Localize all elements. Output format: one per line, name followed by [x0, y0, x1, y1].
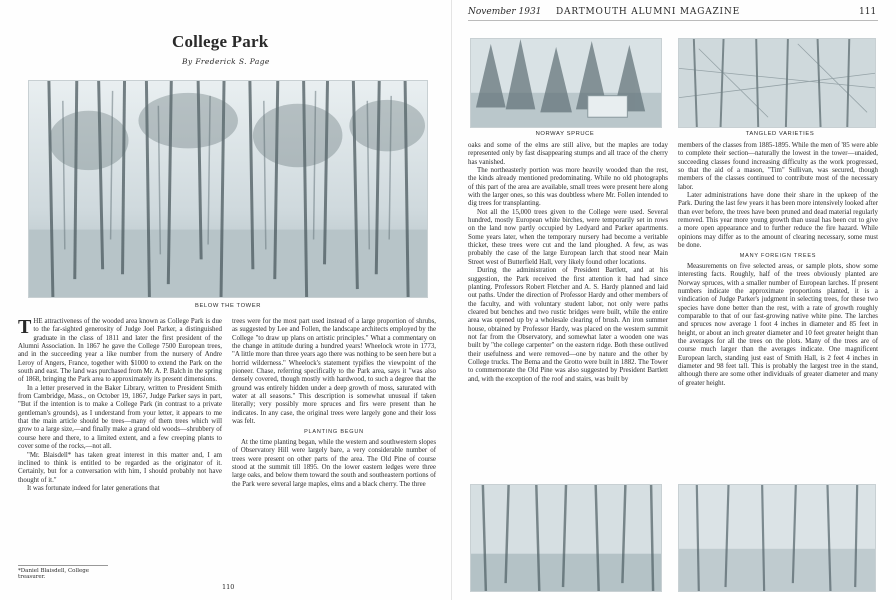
- paragraph: Not all the 15,000 trees given to the College were used. Several hundred, mostly European white birches, were temporarily set in rows on the land now partly occupied by Ledyard and Parker apartments. Some years later, when the temporary nursery had become a veritable thicket, these trees were cut and the land ploughed. A few, as was probably the case of the large European larch that stood near Main Street west of Butterfield Hall, very likely found other locations.: [468, 208, 668, 266]
- right-column-2: [678, 142, 878, 388]
- spruce-photo-graphic: [471, 39, 661, 127]
- left-column-2: [232, 318, 436, 489]
- photo-norway-spruce: [470, 38, 662, 128]
- bottom-left-photo-graphic: [471, 485, 661, 591]
- paragraph: Measurements on five selected areas, or sample plots, show some interesting facts. Roughly, half of the trees obviously planted are Norway spruces, with a smaller number of European larches. If present numbers indicate the approximate proportions planted, it is a vindication of Judge Parker's judgment in selecting trees, for these two species have done better than the rest, with a rate of growth roughly comparable to that of our fast-growing native white pine. The larches and spruces now average 1 foot 4 inches in diameter and 85 feet in height, or about an inch greater diameter and 10 feet greater height than the averages for all the trees on the plots. Many of the trees are of course much larger than the averages indicate. One magnificent European larch, standing just east of Smith Hall, is 2 feet 4 inches in diameter and 98 feet tall. This is probably the largest tree in the stand, although there are some other individuals of greater diameter and many of greater height.: [678, 262, 878, 387]
- subhead-planting-begun: PLANTING BEGUN: [304, 429, 364, 436]
- photo-below-the-tower: [28, 80, 428, 298]
- paragraph: trees were for the most part used instead of a large proportion of shrubs, as suggested by Lee and Follen, the landscape architects employed by the College "to draw up plans on artistic principles." What a commentary on the change in attitude during a hundred years! Wheelock wrote in 1773, "A little more than three years ago there was nothing to be seen here but a horrid wilderness." Wheelock's statement typifies the viewpoint of the pioneer. Chase, referring specifically to the Park area, says it "was also densely covered, though mostly with hardwood, to such a degree that the ground was entirely hidden under a deep growth of moss, saturated with water at all seasons." This description is somewhat unusual if taken literally; very possibly more spruces and firs were present than he indicates. In any case, the original trees were largely gone and their loss was felt.: [232, 318, 436, 426]
- dropcap: T: [18, 316, 32, 338]
- caption-tangled-varieties: TANGLED VARIETIES: [745, 131, 815, 137]
- header-rule: [468, 20, 878, 21]
- caption-norway-spruce: NORWAY SPRUCE: [535, 131, 595, 137]
- photo-bottom-right: [678, 484, 876, 592]
- photo-caption-below-tower: BELOW THE TOWER: [194, 303, 261, 309]
- article-byline: By Frederick S. Page: [182, 57, 270, 66]
- paragraph: It was fortunate indeed for later generations that: [27, 484, 160, 492]
- tangled-photo-graphic: [679, 39, 875, 127]
- footnote: *Daniel Blaisdell, College treasurer.: [18, 565, 108, 580]
- paragraph: During the administration of President Bartlett, and at his suggestion, the Park received the first attention it had had since planting. Professors Robert Fletcher and A. S. Hardy planned and laid out paths. Under the direction of Professor Hardy and other members of the faculty, and with voluntary student labor, not only were paths cleared but benches and two rustic bridges were built, while the entire area was opened up by a wholesale clearing of brush. An iron summer house, obtained by Professor Hardy, was placed on the western summit not far from the Observatory, and somewhat later a wooden one was built by "the college carpenter" on the eastern ridge. Both these outlived their usefulness and were removed—one by nature and the other by College trucks. The Bema and the Grotto were built in 1882. The Tower to commemorate the Old Pine was also suggested by President Bartlett and, with the exception of the roof and stairs, was built by: [468, 267, 668, 383]
- paragraph: Later administrations have done their share in the upkeep of the Park. During the last few years it has been more intensively looked after than ever before, the trees have been pruned and dead material regularly removed. This year more young growth than usual has been cut to give a more open appearance and to further reduce the fire hazard. While opinions may differ as to the amount of clearing necessary, some must be done.: [678, 192, 878, 250]
- paragraph: "Mr. Blaisdell* has taken great interest in this matter and, I am inclined to think is entitled to be regarded as the originator of it. Certainly, but for a conversation with him, I should probably not have thought of it.": [18, 451, 222, 484]
- header-magazine-title: DARTMOUTH ALUMNI MAGAZINE: [556, 7, 740, 17]
- photo-tangled-varieties: [678, 38, 876, 128]
- page-number-left: 110: [222, 583, 235, 591]
- subhead-many-foreign-trees: MANY FOREIGN TREES: [739, 253, 817, 260]
- header-month: November 1931: [468, 7, 542, 17]
- forest-photo-graphic: [29, 81, 427, 297]
- paragraph: In a letter preserved in the Baker Library, written to President Smith from Cambridge, Mass., on October 19, 1867, Judge Parker says in part, "But if the intention is to make a College Park (in contrast to a private gentleman's grounds), as I understand from your letter, it appears to me that the main article should be trees—many of them trees which will grow to a large size,—and finally make a grand old woods—shrubbery of course here and there, to a limited extent, and a few creeping plants to cover some of the rocks,—not all.: [18, 384, 222, 451]
- article-title: College Park: [172, 32, 269, 51]
- photo-bottom-left: [470, 484, 662, 592]
- paragraph: oaks and some of the elms are still alive, but the maples are today represented only by fast disappearing stumps and all trace of the cherry has vanished.: [468, 142, 668, 166]
- paragraph: THE attractiveness of the wooded area known as College Park is due to the far-sighted generosity of Judge Joel Parker, a distinguished graduate in the class of 1811 and later the first president of the Alumni Association. In 1867 he gave the College 7500 European trees, and in the succeeding year a like number from the nursery of Andre Leroy of Angers, France, together with $1000 to extend the Park on the south and east. The land was purchased from Mr. A. P. Balch in the spring of 1868, bringing the Park area to approximately its present dimensions.: [18, 316, 222, 384]
- paragraph: members of the classes from 1885-1895. While the men of '85 were able to complete their section—naturally the lowest in the tower—unaided, succeeding classes found increasing difficulty as the work progressed, so that the aid of a mason, "Tim" Sullivan, was secured, though members of the classes continued to contribute most of the necessary labor.: [678, 142, 878, 191]
- bottom-right-photo-graphic: [679, 485, 875, 591]
- left-column-1: [18, 318, 222, 493]
- paragraph: The northeasterly portion was more heavily wooded than the rest, the kinds already mentioned predominating. While no old photographs of this part of the area are available, small trees were present here along with the larger ones, so this was doubtless where Mr. Follen intended to dig trees for transplanting.: [468, 167, 668, 208]
- right-column-1: [468, 142, 668, 384]
- paragraph: At the time planting began, while the western and southwestern slopes of Observatory Hill were largely bare, a very considerable number of trees were present on other parts of the area. The Old Pine of course stood at the summit till 1895. On the lower eastern ledges were three large oaks, and below them toward the south and southeastern portions of the Park were several large maples, elms and a black cherry. The three: [232, 438, 436, 488]
- page-number-right: 111: [859, 7, 877, 17]
